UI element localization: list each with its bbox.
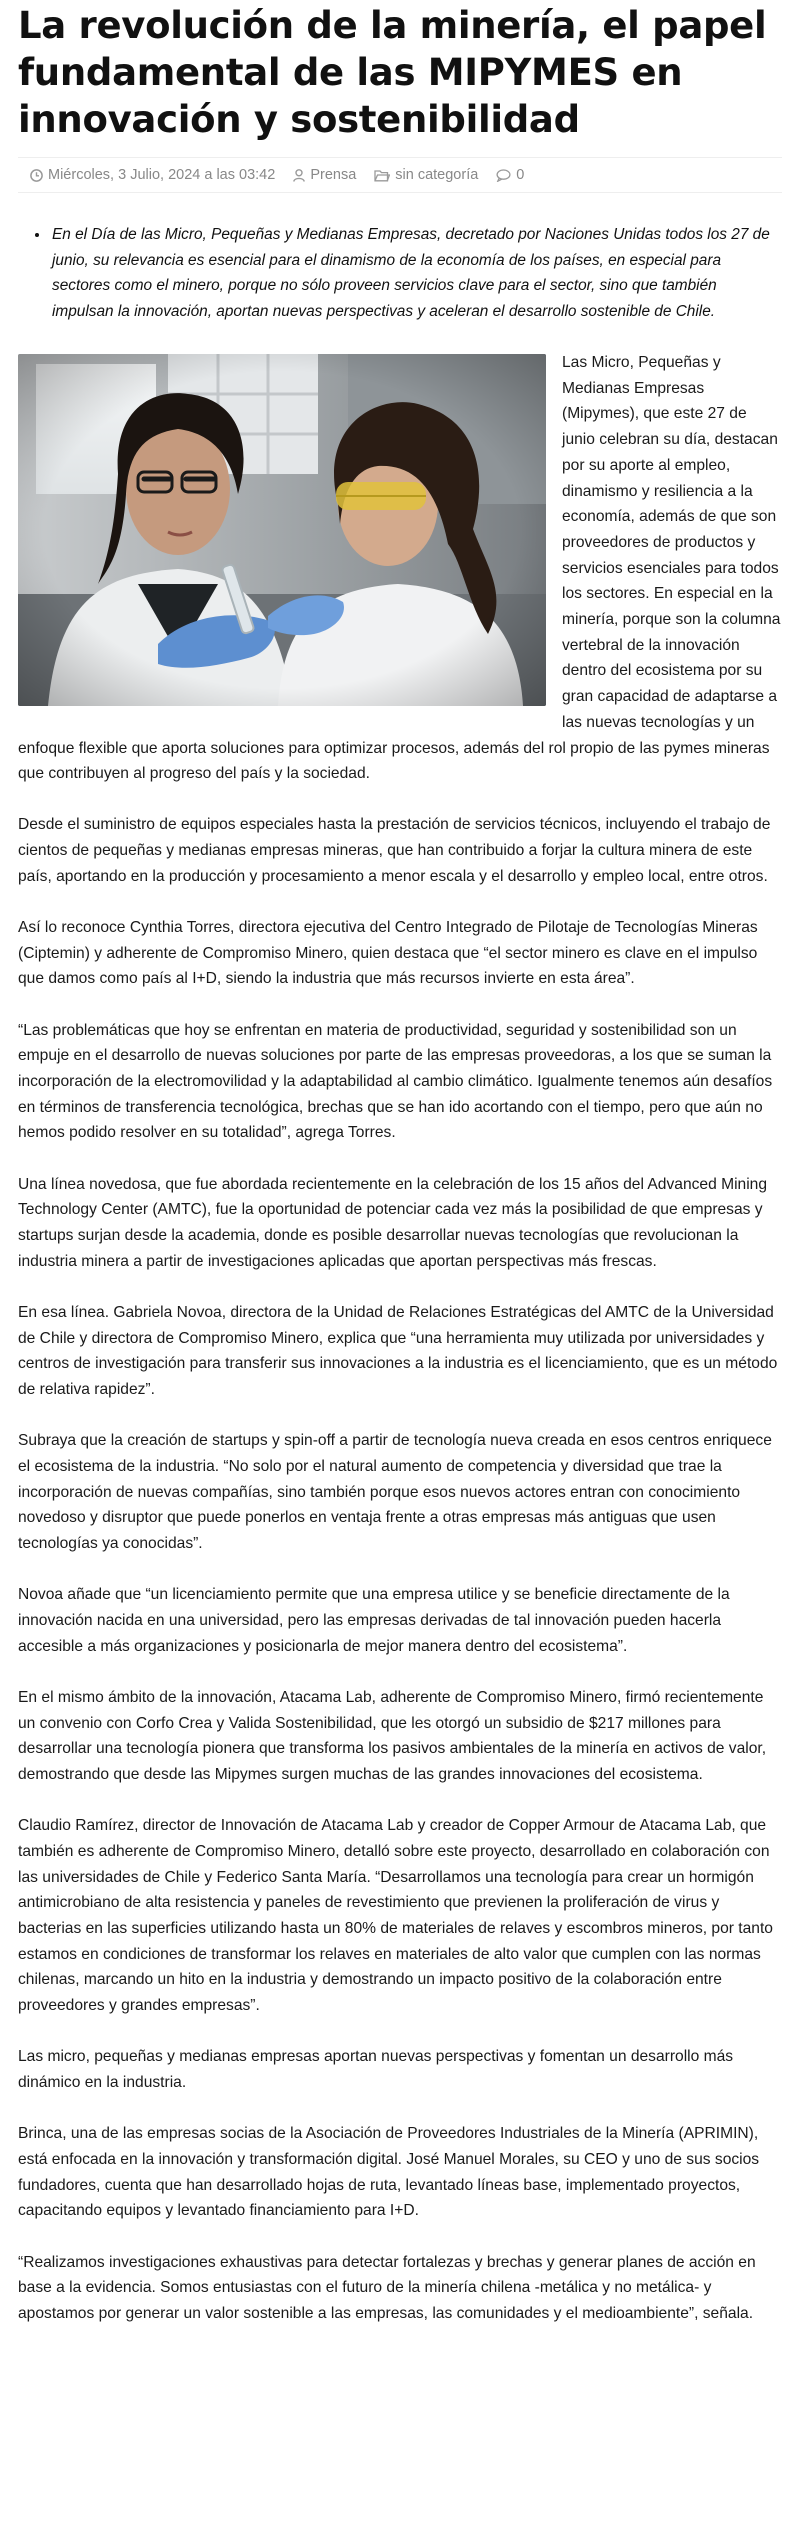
paragraph: En el mismo ámbito de la innovación, Atacama Lab, adherente de Compromiso Minero, firmó recientemente un convenio con Corfo Crea y Valida Sostenibilidad, que les otorgó un subsidio de $217 millones para desarrollar una tecnología pionera que transforma los pasivos ambientales de la minería en activos de valor, demostrando que desde las Mipymes surgen muchas de las grandes innovaciones del ecosistema. [18,1688,767,1784]
article [18,0,782,2352]
user-icon [293,169,305,182]
article-photo-lab-workers [18,354,546,706]
paragraph: Así lo reconoce Cynthia Torres, directora ejecutiva del Centro Integrado de Pilotaje de Tecnologías Mineras (Ciptemin) y adherente de Compromiso Minero, quien destaca que “el sector minero es clave en el impulso que damos como país al I+D, siendo la industria que más recursos invierte en esta área”. [18,919,758,988]
meta-category[interactable] [374,167,478,183]
paragraph: Claudio Ramírez, director de Innovación de Atacama Lab y creador de Copper Armour de Atacama Lab, que también es adherente de Compromiso Minero, detalló sobre este proyecto, desarrollado en colaboración con las universidades de Chile y Federico Santa María. “Desarrollamos una tecnología para crear un hormigón antimicrobiano de alta resistencia y paneles de revestimiento que previenen la proliferación de virus y bacterias en las superficies utilizando hasta un 80% de materiales de relaves y escombros mineros, por tanto estamos en condiciones de transformar los relaves en materiales de alto valor que cumplen con las normas chilenas, marcando un hito en la industria y demostrando un impacto positivo de la colaboración entre proveedores y grandes empresas”. [18,1817,773,2015]
paragraph: Subraya que la creación de startups y spin-off a partir de tecnología nueva creada en esos centros enriquece el ecosistema de la industria. “No solo por el natural aumento de competencia y diversidad que trae la incorporación de nuevas compañías, sino también porque esos nuevos actores entran con conocimiento novedoso y disruptor que puede ponerlos en ventaja frente a otras empresas más antiguas que usen tecnologías ya conocidas”. [18,1432,772,1553]
lead-text: • En el Día de las Micro, Pequeñas y Medianas Empresas, decretado por Naciones Unidas todos los 27 de junio, su relevancia es esencial para el dinamismo de la economía de los países, en especial para sectores como el minero, porque no sólo proveen servicios clave para el sector, sino que también impulsan la innovación, aportan nuevas perspectivas y aceleran el desarrollo sostenible de Chile. [50,222,782,324]
meta-author-text[interactable]: Prensa [310,167,357,183]
paragraph: Novoa añade que “un licenciamiento permite que una empresa utilice y se beneficie directamente de la innovación nacida en una universidad, pero las empresas derivadas de tal innovación pueden hacerla accesible a más organizaciones y posicionarla de mejor manera dentro del ecosistema”. [18,1586,730,1655]
article-lead [50,222,782,324]
meta-category-text[interactable]: sin categoría [395,167,479,183]
paragraph: Desde el suministro de equipos especiales hasta la prestación de servicios técnicos, incluyendo el trabajo de cientos de pequeñas y medianas empresas mineras, que han contribuido a forjar la cultura minera de este país, aportando en la producción y procesamiento a menor escala y el desarrollo y empleo local, entre otros. [18,816,771,885]
paragraph: Una línea novedosa, que fue abordada recientemente en la celebración de los 15 años del Advanced Mining Technology Center (AMTC), fue la oportunidad de potenciar cada vez más la posibilidad de que empresas y startups surjan desde la academia, donde es posible desarrollar nuevas tecnologías que revolucionan la industria minera a partir de investigaciones aplicadas que aportan perspectivas más frescas. [18,1175,768,1270]
paragraph: Las micro, pequeñas y medianas empresas aportan nuevas perspectivas y fomentan un desarrollo más dinámico en la industria. [18,2048,734,2092]
meta-date [30,167,275,183]
paragraph: Las Micro, Pequeñas y Medianas Empresas (Mipymes), que este 27 de junio celebran su día, destacan por su aporte al empleo, dinamismo y resiliencia a la economía, además de que son proveedores de productos y servicios esenciales para todos los sectores. En especial en la minería, porque son la columna vertebral de la innovación dentro del ecosistema por su gran capacidad de adaptarse a las nuevas tecnologías y un enfoque flexible que aporta soluciones para optimizar procesos, además del rol propio de las pymes mineras que contribuyen al progreso del país y la sociedad. [18,354,781,783]
bottom-fade-overlay [0,2330,800,2539]
article-body [18,350,782,2327]
meta-author[interactable] [293,167,356,183]
paragraph: “Las problemáticas que hoy se enfrentan en materia de productividad, seguridad y sostenibilidad son un empuje en el desarrollo de nuevas soluciones por parte de las empresas proveedoras, a los que se suman la incorporación de la electromovilidad y la adaptabilidad al cambio climático. Igualmente tenemos aún desafíos en términos de transferencia tecnológica, brechas que se han ido acortando con el tiempo, pero que aún no hemos podido resolver en su totalidad”, agrega Torres. [18,1021,773,1142]
paragraph: En esa línea. Gabriela Novoa, directora de la Unidad de Relaciones Estratégicas del AMTC de la Universidad de Chile y directora de Compromiso Minero, explica que “una herramienta muy utilizada por universidades y centros de investigación para transferir sus innovaciones a la industria es el licenciamiento, que es un método de relativa rapidez”. [18,1304,778,1399]
paragraph: Brinca, una de las empresas socias de la Asociación de Proveedores Industriales de la Minería (APRIMIN), está enfocada en la innovación y transformación digital. José Manuel Morales, su CEO y uno de sus socios fundadores, cuenta que han desarrollado hojas de ruta, levantado líneas base, implementado proyectos, capacitando equipos y levantado financiamiento para I+D. [18,2125,760,2220]
meta-comments-count[interactable]: 0 [516,167,525,183]
meta-date-text: Miércoles, 3 Julio, 2024 a las 03:42 [48,167,276,183]
article-meta [18,157,782,193]
paragraph: “Realizamos investigaciones exhaustivas para detectar fortalezas y brechas y generar planes de acción en base a la evidencia. Somos entusiastas con el futuro de la minería chilena -metálica y no metálica- y apostamos por generar un valor sostenible a las empresas, las comunidades y el medioambiente”, señala. [18,2253,756,2322]
folder-icon [374,169,390,182]
clock-icon [30,169,43,182]
comment-icon [496,169,511,182]
meta-comments[interactable] [496,167,524,183]
article-title: La revolución de la minería, el papel fundamental de las MIPYMES en innovación y sostenibilidad [18,4,767,141]
